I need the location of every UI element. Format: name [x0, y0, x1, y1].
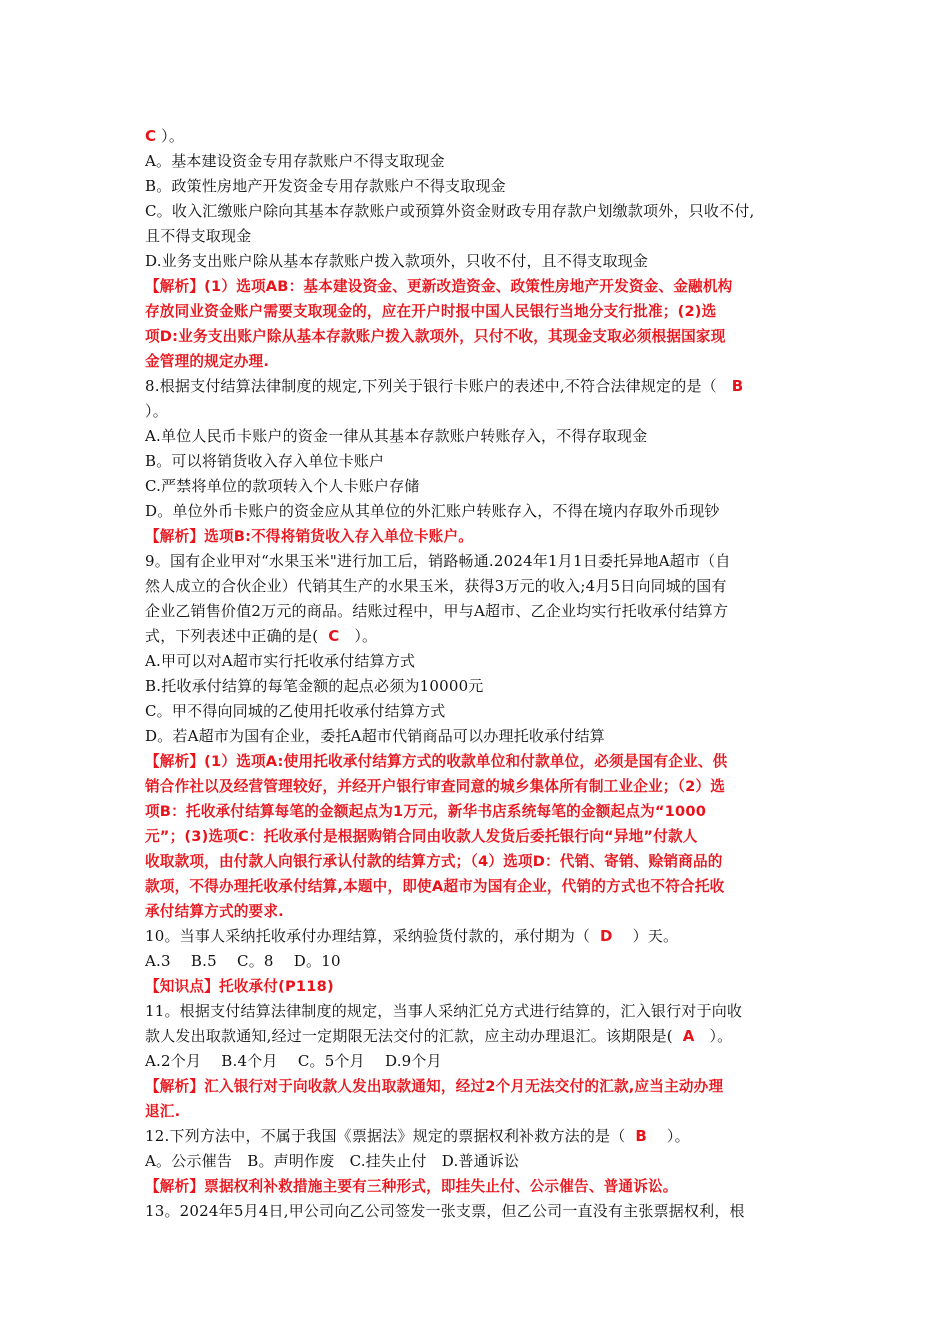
q9-stem-3: 企业乙销售价值2万元的商品。结账过程中，甲与A超市、乙企业均实行托收承付结算方	[145, 602, 729, 620]
q9-option-a: A.甲可以对A超市实行托收承付结算方式	[145, 652, 416, 670]
q9-option-b: B.托收承付结算的每笔金额的起点必须为10000元	[145, 677, 484, 695]
q12-stem-text: 12.下列方法中，不属于我国《票据法》规定的票据权利补救方法的是（	[145, 1127, 626, 1145]
q9-stem-4-text: 式，下列表述中正确的是(	[145, 627, 319, 645]
q8-option-d: D。单位外币卡账户的资金应从其单位的外汇账户转账存入，不得在境内存取外币现钞	[145, 502, 720, 520]
q9-analysis-6: 款项，不得办理托收承付结算,本题中，即使A超市为国有企业，代销的方式也不符合托收	[145, 878, 725, 895]
q9-analysis-1: 【解析】(1）选项A:使用托收承付结算方式的收款单位和付款单位，必须是国有企业、供	[145, 753, 728, 770]
q8-analysis: 【解析】选项B:不得将销货收入存入单位卡账户。	[145, 528, 474, 545]
q8-stem-text: 8.根据支付结算法律制度的规定,下列关于银行卡账户的表述中,不符合法律规定的是（	[145, 377, 717, 395]
q7-answer-close: ）。	[156, 127, 185, 145]
q9-analysis-7: 承付结算方式的要求.	[145, 903, 284, 920]
q8-stem	[145, 374, 817, 399]
q12-options: A。公示催告 B。声明作废 C.挂失止付 D.普通诉讼	[145, 1152, 520, 1170]
q9-analysis-2: 销合作社以及经营管理较好，并经开户银行审查同意的城乡集体所有制工业企业；（2）选	[145, 778, 726, 795]
q13-stem-1: 13。2024年5月4日,甲公司向乙公司签发一张支票，但乙公司一直没有主张票据权利，根	[145, 1202, 745, 1220]
q7-analysis-2: 存放同业资金账户需要支取现金的，应在开户时报中国人民银行当地分支行批准；(2)选	[145, 303, 717, 320]
q7-answer: C	[145, 127, 157, 145]
q12-answer: B	[635, 1127, 648, 1145]
q9-stem-4	[145, 624, 817, 649]
q7-option-b: B。政策性房地产开发资金专用存款账户不得支取现金	[145, 177, 506, 195]
q9-analysis-3: 项B：托收承付结算每笔的金额起点为1万元，新华书店系统每笔的金额起点为“1000	[145, 803, 707, 820]
q7-option-a: A。基本建设资金专用存款账户不得支取现金	[145, 152, 445, 170]
q12-analysis: 【解析】票据权利补救措施主要有三种形式，即挂失止付、公示催告、普通诉讼。	[145, 1178, 678, 1195]
q9-stem-close: ）。	[354, 627, 378, 645]
q11-options: A.2个月 B.4个月 C。5个月 D.9个月	[145, 1052, 442, 1070]
q11-analysis-1: 【解析】汇入银行对于向收款人发出取款通知，经过2个月无法交付的汇款,应当主动办理	[145, 1078, 724, 1095]
q7-option-c-cont: 且不得支取现金	[145, 227, 252, 245]
q9-stem-2: 然人成立的合伙企业）代销其生产的水果玉米，获得3万元的收入;4月5日向同城的国有	[145, 577, 727, 595]
q7-analysis-3: 项D:业务支出账户除从基本存款账户拨入款项外，只付不收，其现金支取必须根据国家现	[145, 328, 726, 345]
q11-stem-2	[145, 1024, 817, 1049]
q11-stem-1: 11。根据支付结算法律制度的规定，当事人采纳汇兑方式进行结算的，汇入银行对于向收	[145, 1002, 743, 1020]
q10-stem-text: 10。当事人采纳托收承付办理结算，采纳验货付款的，承付期为（	[145, 927, 591, 945]
q9-option-c: C。甲不得向同城的乙使用托收承付结算方式	[145, 702, 446, 720]
q7-option-c: C。收入汇缴账户除向其基本存款账户或预算外资金财政专用存款户划缴款项外，只收不付,	[145, 202, 755, 220]
q8-option-b: B。可以将销货收入存入单位卡账户	[145, 452, 385, 470]
q9-answer: C	[328, 627, 340, 645]
q10-answer: D	[600, 927, 613, 945]
q7-answer-line	[145, 124, 817, 149]
q11-answer: A	[682, 1027, 695, 1045]
q8-option-c: C.严禁将单位的款项转入个人卡账户存储	[145, 477, 420, 495]
q10-knowledge: 【知识点】托收承付(P118)	[145, 978, 334, 995]
q8-option-a: A.单位人民币卡账户的资金一律从其基本存款账户转账存入，不得存取现金	[145, 427, 648, 445]
q8-answer: B	[731, 377, 744, 395]
q12-stem-close: ）。	[666, 1127, 690, 1145]
q12-stem	[145, 1124, 817, 1149]
q10-options: A.3 B.5 C。8 D。10	[145, 952, 341, 970]
q9-analysis-5: 收取款项，由付款人向银行承认付款的结算方式；（4）选项D：代销、寄销、赊销商品的	[145, 853, 723, 870]
q7-analysis-4: 金管理的规定办理.	[145, 353, 270, 370]
q11-stem-close: ）。	[709, 1027, 733, 1045]
q8-stem-close: ）。	[145, 402, 168, 420]
q7-option-d: D.业务支出账户除从基本存款账户拨入款项外，只收不付，且不得支取现金	[145, 252, 649, 270]
page-content	[145, 124, 817, 1224]
q10-stem-close: ）天。	[632, 927, 679, 945]
q11-analysis-2: 退汇.	[145, 1103, 181, 1120]
q10-stem	[145, 924, 817, 949]
q7-analysis-1: 【解析】(1）选项AB：基本建设资金、更新改造资金、政策性房地产开发资金、金融机构	[145, 278, 733, 295]
q9-option-d: D。若A超市为国有企业，委托A超市代销商品可以办理托收承付结算	[145, 727, 605, 745]
q11-stem-2-text: 款人发出取款通知,经过一定期限无法交付的汇款，应主动办理退汇。该期限是(	[145, 1027, 673, 1045]
q9-stem-1: 9。国有企业甲对“水果玉米"进行加工后，销路畅通.2024年1月1日委托异地A超市（自	[145, 552, 731, 570]
q9-analysis-4: 元”；(3)选项C：托收承付是根据购销合同由收款人发货后委托银行向“异地”付款人	[145, 828, 698, 845]
